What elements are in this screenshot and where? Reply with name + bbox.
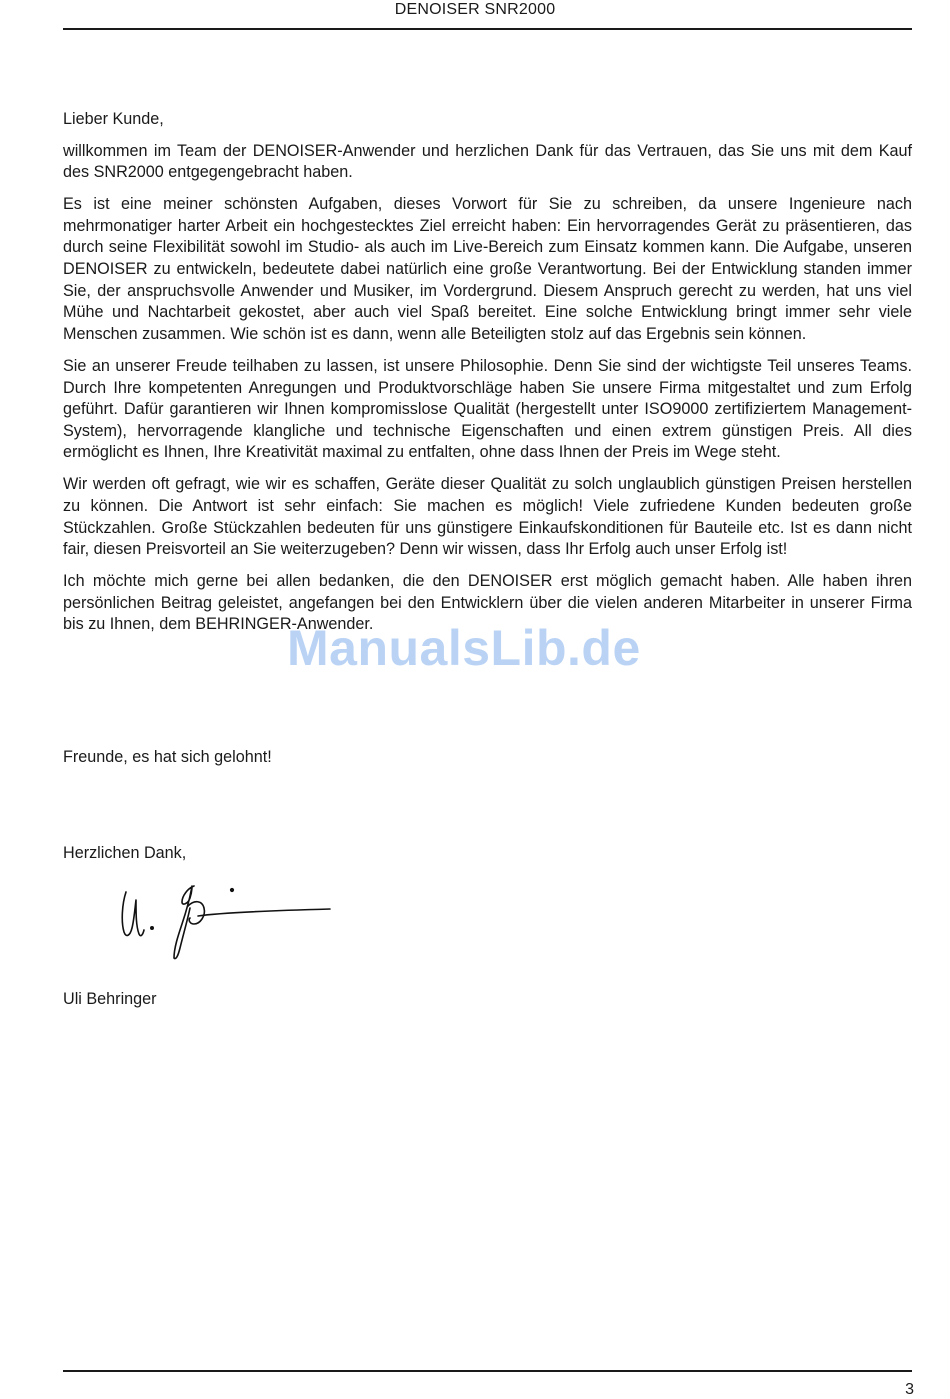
header-rule [63,28,912,30]
paragraph-welcome: willkommen im Team der DENOISER-Anwender und herzlichen Dank für das Vertrauen, das Sie uns mit dem Kauf des SNR2000 entgegengebracht haben. [63,141,912,182]
header-title: DENOISER SNR2000 [394,1,556,18]
paragraph-foreword: Es ist eine meiner schönsten Aufgaben, dieses Vorwort für Sie zu schreiben, da unsere Ingenieure nach mehrmonatiger harter Arbeit ein hochgestecktes Ziel erreicht haben: Ein hervorragendes Gerät zu präsentieren, das durch seine Flexibilität sowohl im Studio- als auch im Live-Bereich zum Einsatz kommen kann. Die Aufgabe, unseren DENOISER zu entwickeln, bedeutete dabei natürlich eine große Verantwortung. Bei der Entwicklung standen immer Sie, der anspruchsvolle Anwender und Musiker, im Vordergrund. Diesem Anspruch gerecht zu werden, hat uns viel Mühe und Nachtarbeit gekostet, aber auch viel Spaß bereitet. Eine solche Entwicklung bringt immer sehr viele Menschen zusammen. Wie schön ist es dann, wenn alle Beteiligten stolz auf das Ergebnis sein können. [63,195,912,343]
paragraph-philosophy: Sie an unserer Freude teilhaben zu lassen, ist unsere Philosophie. Denn Sie sind der wichtigste Teil unseres Teams. Durch Ihre kompetenten Anregungen und Produktvorschläge haben Sie unsere Firma mitgestaltet und zum Erfolg geführt. Dafür garantieren wir Ihnen kompromisslose Qualität (hergestellt unter ISO9000 zertifiziertem Management-System), hervorragende klangliche und technische Eigenschaften und einen extrem günstigen Preis. All dies ermöglicht es Ihnen, Ihre Kreativität maximal zu entfalten, ohne dass Ihnen der Preis im Wege steht. [63,356,912,462]
closing-line: Freunde, es hat sich gelohnt! [63,748,272,766]
watermark-text: ManualsLib.de [287,620,641,676]
page-number: 3 [905,1381,914,1398]
sign-off: Herzlichen Dank, [63,844,187,862]
footer-rule [63,1370,912,1372]
letter-body [63,109,912,647]
paragraph-thanks: Ich möchte mich gerne bei allen bedanken, die den DENOISER erst möglich gemacht haben. Alle haben ihren persönlichen Beitrag geleistet, angefangen bei den Entwicklern über die vielen anderen Mitarbeiter in unserer Firma bis zu Ihnen, dem BEHRINGER-Anwender. [63,572,912,634]
salutation: Lieber Kunde, [63,110,164,128]
signer-name: Uli Behringer [63,990,157,1008]
paragraph-pricing: Wir werden oft gefragt, wie wir es schaffen, Geräte dieser Qualität zu solch unglaublich günstigen Preisen herstellen zu können. Die Antwort ist sehr einfach: Sie machen es möglich! Viele zufriedene Kunden bedeuten große Stückzahlen. Große Stückzahlen bedeuten für uns günstigere Einkaufskonditionen für Bauteile etc. Ist es dann nicht fair, diesen Preisvorteil an Sie weiterzugeben? Denn wir wissen, dass Ihr Erfolg auch unser Erfolg ist! [63,475,912,559]
signature-image [118,878,334,966]
